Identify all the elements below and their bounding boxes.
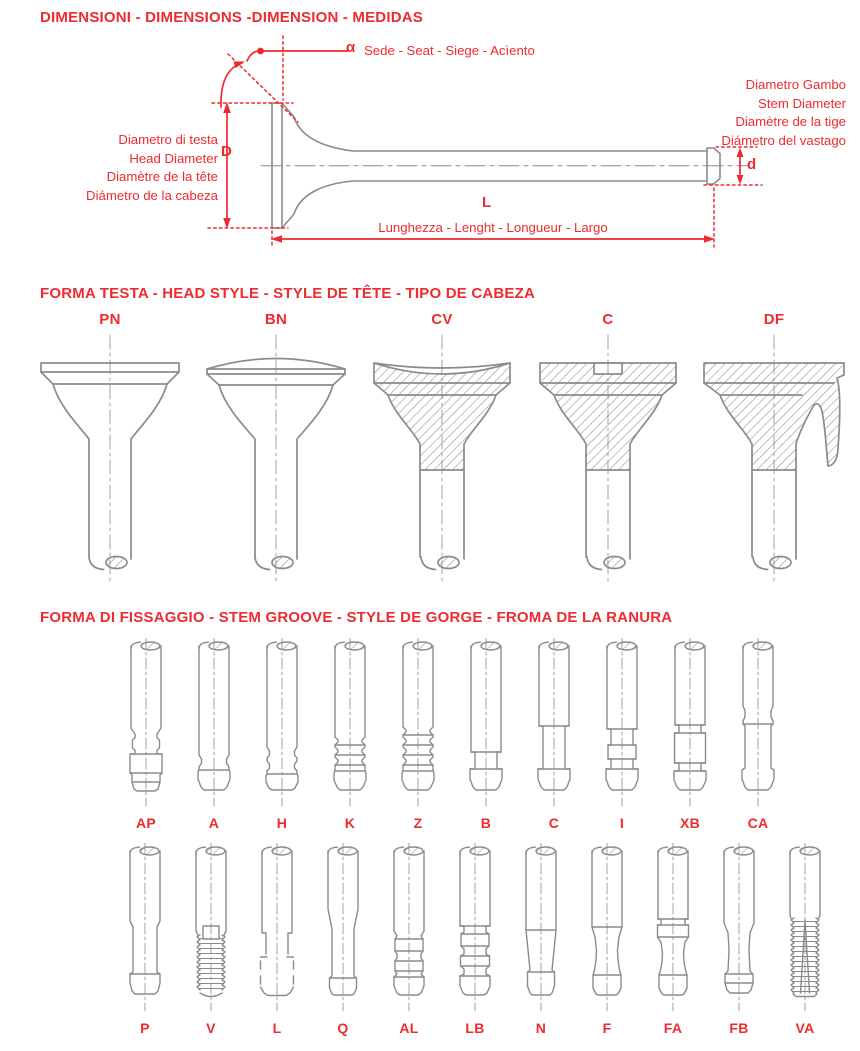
head-style-drawing bbox=[525, 333, 691, 594]
stem-groove-drawing bbox=[180, 638, 248, 813]
stem-groove-H bbox=[248, 638, 316, 831]
stem-groove-drawing bbox=[724, 638, 792, 813]
angle-symbol: α bbox=[346, 39, 356, 56]
stem-groove-label: AP bbox=[135, 815, 157, 831]
stem-groove-LB bbox=[442, 843, 508, 1036]
stem-groove-drawing bbox=[248, 638, 316, 813]
head-style-drawing bbox=[27, 333, 193, 594]
head-diameter-line-it: Diametro di testa bbox=[118, 132, 218, 147]
head-diameter-symbol: D bbox=[221, 143, 232, 160]
head-style-label: DF bbox=[763, 311, 785, 328]
head-diameter-line-es: Diámetro de la cabeza bbox=[86, 187, 218, 203]
stem-groove-label: F bbox=[602, 1020, 612, 1036]
stem-groove-label: XB bbox=[679, 815, 701, 831]
length-symbol: L bbox=[482, 194, 492, 211]
stem-groove-XB bbox=[656, 638, 724, 831]
stem-groove-drawing bbox=[656, 638, 724, 813]
stem-diameter-line-fr: Diamètre de la tige bbox=[735, 114, 846, 130]
stem-groove-F bbox=[574, 843, 640, 1036]
stem-groove-label: FA bbox=[663, 1020, 683, 1036]
head-diameter-line-fr: Diamètre de la tête bbox=[106, 169, 218, 185]
head-style-PN bbox=[27, 311, 193, 594]
stem-groove-VA bbox=[772, 843, 838, 1036]
stem-groove-label: N bbox=[535, 1020, 547, 1036]
head-style-C bbox=[525, 311, 691, 594]
head-diameter-label bbox=[58, 131, 218, 205]
stem-groove-Q bbox=[310, 843, 376, 1036]
stem-groove-drawing bbox=[178, 843, 244, 1018]
stem-groove-CA bbox=[724, 638, 792, 831]
stem-diameter-label bbox=[646, 76, 846, 150]
stem-diameter-line-it: Diametro Gambo bbox=[745, 77, 846, 92]
stem-groove-drawing bbox=[244, 843, 310, 1018]
stem-groove-AP bbox=[112, 638, 180, 831]
length-label: Lunghezza - Lenght - Longueur - Largo bbox=[378, 220, 608, 235]
stem-groove-label: AL bbox=[399, 1020, 419, 1036]
head-style-label: BN bbox=[264, 311, 288, 328]
stem-groove-drawing bbox=[376, 843, 442, 1018]
stem-groove-drawing bbox=[640, 843, 706, 1018]
head-style-DF bbox=[691, 311, 857, 594]
stem-groove-FB bbox=[706, 843, 772, 1036]
stem-groove-label: I bbox=[619, 815, 625, 831]
head-style-drawing bbox=[193, 333, 359, 594]
stem-groove-drawing bbox=[772, 843, 838, 1018]
stem-groove-drawing bbox=[384, 638, 452, 813]
head-style-drawing bbox=[691, 333, 857, 594]
stem-groove-label: V bbox=[206, 1020, 216, 1036]
stem-groove-drawing bbox=[112, 843, 178, 1018]
stem-groove-drawing bbox=[442, 843, 508, 1018]
stem-groove-FA bbox=[640, 843, 706, 1036]
stem-groove-drawing bbox=[706, 843, 772, 1018]
stem-groove-label: C bbox=[548, 815, 560, 831]
head-styles-section-title: FORMA TESTA - HEAD STYLE - STYLE DE TÊTE - TIPO DE CABEZA bbox=[40, 285, 536, 302]
stem-groove-drawing bbox=[316, 638, 384, 813]
stem-groove-N bbox=[508, 843, 574, 1036]
stem-groove-label: P bbox=[140, 1020, 150, 1036]
stem-diameter-line-es: Diámetro del vastago bbox=[721, 132, 846, 148]
stem-groove-label: LB bbox=[465, 1020, 485, 1036]
stem-groove-A bbox=[180, 638, 248, 831]
stem-diameter-symbol: d bbox=[747, 156, 757, 173]
stem-grooves-row-2 bbox=[112, 843, 838, 1036]
head-style-label: C bbox=[602, 311, 614, 328]
seat-label: Sede - Seat - Siege - Acìento bbox=[364, 43, 535, 58]
stem-groove-drawing bbox=[574, 843, 640, 1018]
stem-groove-label: FB bbox=[729, 1020, 749, 1036]
stem-groove-C bbox=[520, 638, 588, 831]
stem-groove-drawing bbox=[310, 843, 376, 1018]
stem-diameter-line-en: Stem Diameter bbox=[758, 95, 846, 111]
stem-groove-Z bbox=[384, 638, 452, 831]
stem-groove-P bbox=[112, 843, 178, 1036]
stem-groove-label: B bbox=[480, 815, 492, 831]
stem-groove-B bbox=[452, 638, 520, 831]
head-style-label: CV bbox=[431, 311, 453, 328]
stem-groove-label: Q bbox=[337, 1020, 349, 1036]
stem-groove-label: CA bbox=[747, 815, 769, 831]
stem-groove-I bbox=[588, 638, 656, 831]
stem-groove-K bbox=[316, 638, 384, 831]
stem-groove-label: H bbox=[276, 815, 288, 831]
stem-grooves-row-1 bbox=[112, 638, 792, 831]
stem-groove-L bbox=[244, 843, 310, 1036]
stem-groove-label: A bbox=[208, 815, 220, 831]
stem-groove-label: Z bbox=[413, 815, 423, 831]
head-style-drawing bbox=[359, 333, 525, 594]
stem-groove-V bbox=[178, 843, 244, 1036]
head-style-CV bbox=[359, 311, 525, 594]
head-style-label: PN bbox=[99, 311, 121, 328]
head-style-BN bbox=[193, 311, 359, 594]
stem-groove-drawing bbox=[112, 638, 180, 813]
head-styles-row bbox=[27, 311, 857, 594]
stem-groove-drawing bbox=[588, 638, 656, 813]
stem-groove-label: VA bbox=[795, 1020, 815, 1036]
stem-groove-label: K bbox=[344, 815, 356, 831]
stem-groove-drawing bbox=[508, 843, 574, 1018]
stem-groove-label: L bbox=[272, 1020, 282, 1036]
stem-grooves-section-title: FORMA DI FISSAGGIO - STEM GROOVE - STYLE DE GORGE - FROMA DE LA RANURA bbox=[40, 609, 673, 626]
stem-groove-drawing bbox=[520, 638, 588, 813]
head-diameter-line-en: Head Diameter bbox=[129, 150, 218, 166]
dimensions-section-title: DIMENSIONI - DIMENSIONS -DIMENSION - MEDIDAS bbox=[40, 9, 423, 26]
stem-groove-AL bbox=[376, 843, 442, 1036]
stem-groove-drawing bbox=[452, 638, 520, 813]
